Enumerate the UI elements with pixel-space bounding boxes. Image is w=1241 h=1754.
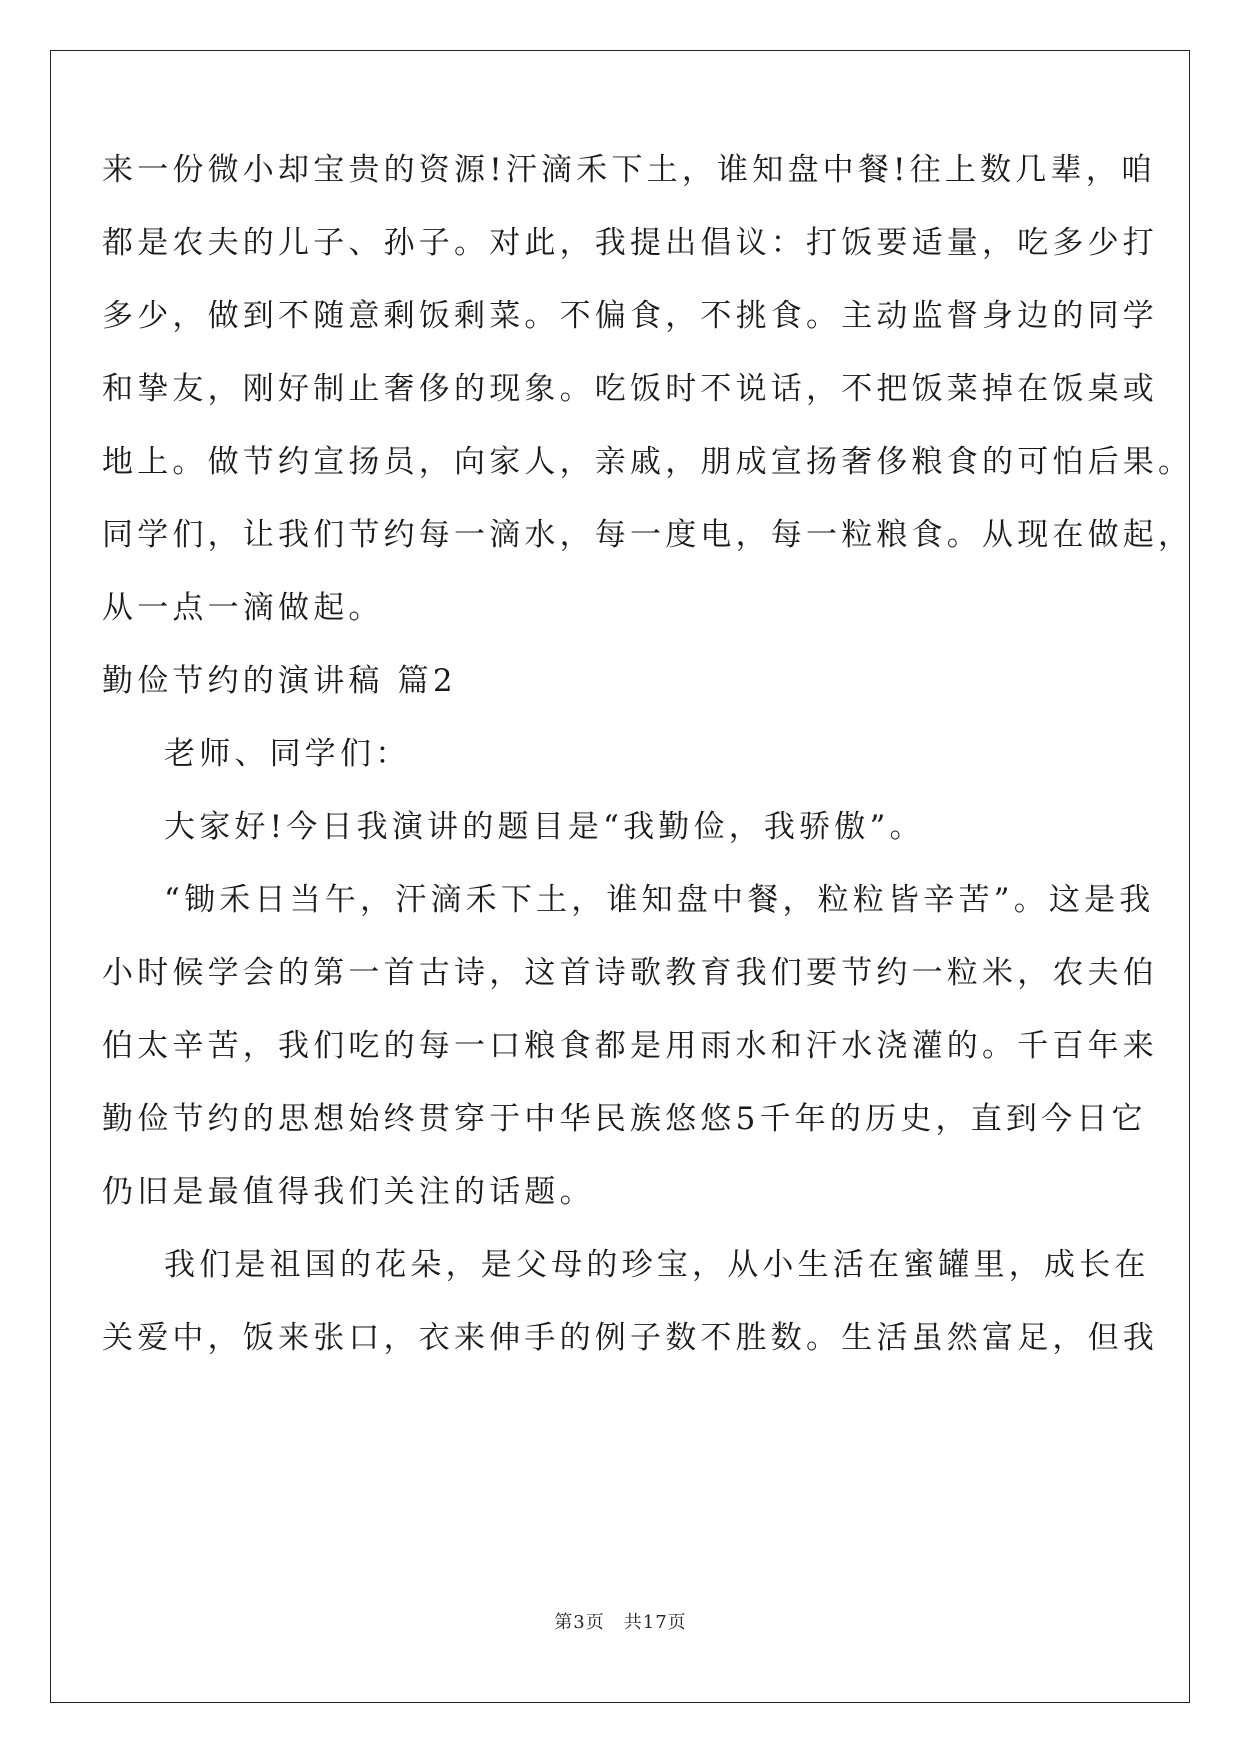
paragraph-line: 伯太辛苦，我们吃的每一口粮食都是用雨水和汗水浇灌的。千百年来: [102, 1028, 1158, 1064]
greeting: 大家好!今日我演讲的题目是“我勤俭，我骄傲”。: [164, 809, 925, 845]
paragraph-line: 地上。做节约宣扬员，向家人，亲戚，朋成宣扬奢侈粮食的可怕后果。: [102, 444, 1194, 480]
page-number: 第3页 共17页: [554, 1612, 687, 1633]
salutation: 老师、同学们：: [164, 736, 411, 772]
paragraph-line: 小时候学会的第一首古诗，这首诗歌教育我们要节约一粒米，农夫伯: [102, 955, 1158, 991]
paragraph-line: 都是农夫的儿子、孙子。对此，我提出倡议：打饭要适量，吃多少打: [102, 225, 1158, 261]
paragraph-line: “锄禾日当午，汗滴禾下土，谁知盘中餐，粒粒皆辛苦”。这是我: [164, 882, 1155, 918]
paragraph-line: 我们是祖国的花朵，是父母的珍宝，从小生活在蜜罐里，成长在: [164, 1247, 1150, 1283]
paragraph-line: 关爱中，饭来张口，衣来伸手的例子数不胜数。生活虽然富足，但我: [102, 1320, 1158, 1356]
paragraph-line: 和挚友，刚好制止奢侈的现象。吃饭时不说话，不把饭菜掉在饭桌或: [102, 371, 1158, 407]
paragraph-line: 勤俭节约的思想始终贯穿于中华民族悠悠5千年的历史，直到今日它: [102, 1101, 1147, 1137]
paragraph-line: 从一点一滴做起。: [102, 590, 384, 626]
paragraph-line: 仍旧是最值得我们关注的话题。: [102, 1174, 595, 1210]
section-title: 勤俭节约的演讲稿 篇2: [102, 663, 457, 699]
paragraph-line: 来一份微小却宝贵的资源!汗滴禾下土，谁知盘中餐!往上数几辈，咱: [102, 152, 1157, 188]
paragraph-line: 同学们，让我们节约每一滴水，每一度电，每一粒粮食。从现在做起，: [102, 517, 1194, 553]
paragraph-line: 多少，做到不随意剩饭剩菜。不偏食，不挑食。主动监督身边的同学: [102, 298, 1158, 334]
